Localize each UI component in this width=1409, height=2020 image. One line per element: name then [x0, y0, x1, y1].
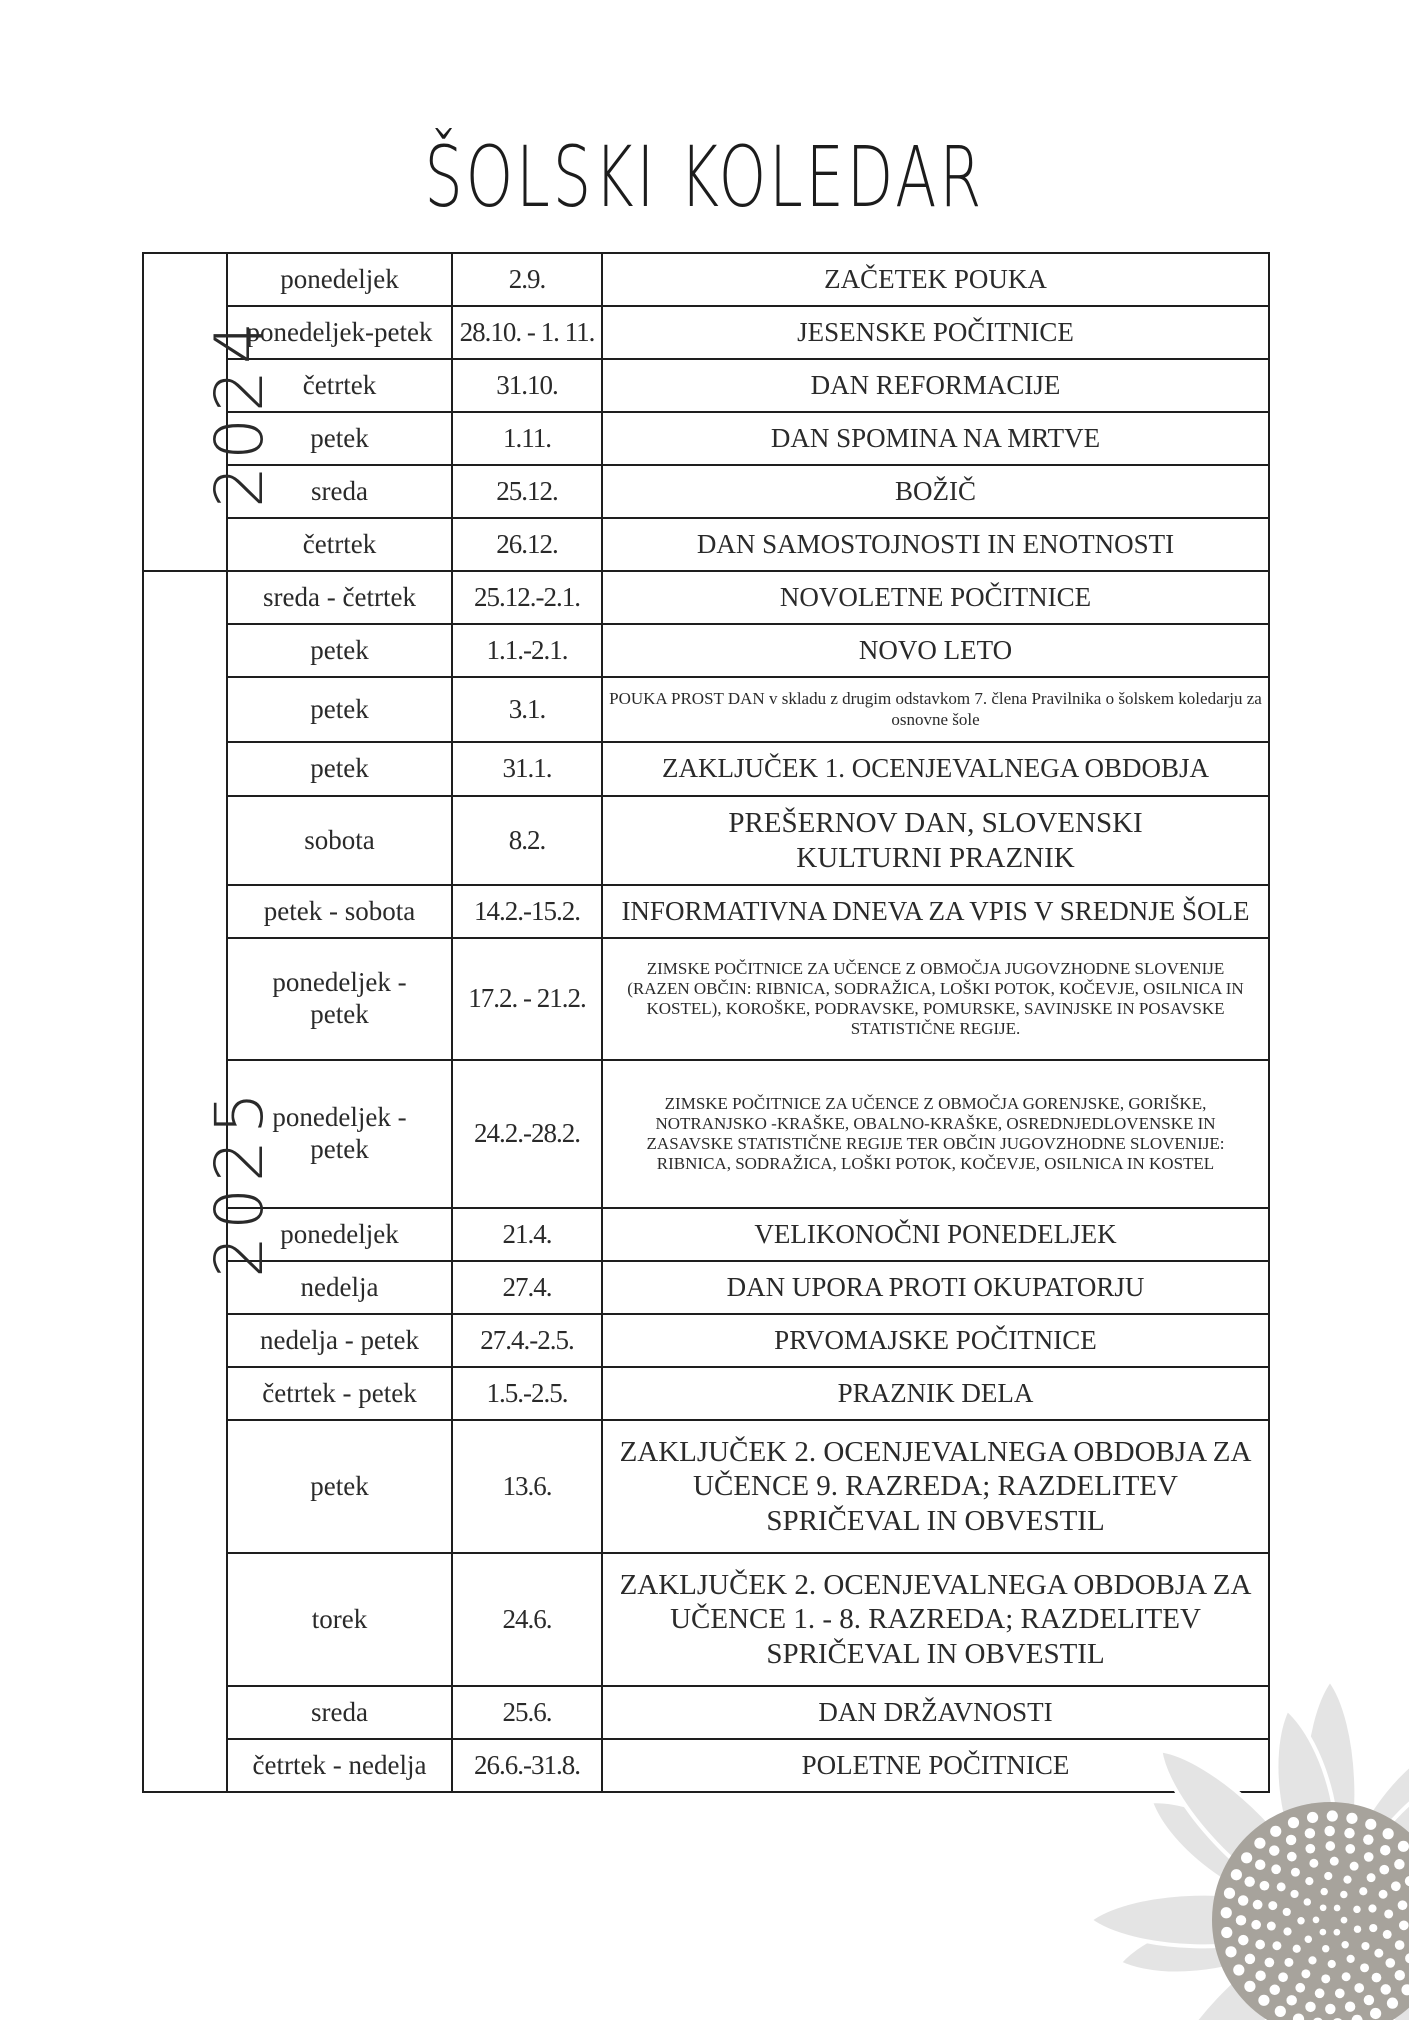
sunflower-seed	[1387, 1998, 1398, 2009]
event-cell: DAN SPOMINA NA MRTVE	[602, 412, 1269, 465]
day-cell: četrtek - nedelja	[227, 1739, 452, 1792]
date-cell: 3.1.	[452, 677, 602, 742]
day-cell: petek - sobota	[227, 885, 452, 938]
sunflower-seed	[1305, 1936, 1312, 1943]
day-cell: četrtek	[227, 359, 452, 412]
sunflower-seed	[1267, 1922, 1276, 1931]
event-cell: DAN DRŽAVNOSTI	[602, 1686, 1269, 1739]
sunflower-seed	[1320, 1888, 1327, 1895]
sunflower-seed	[1244, 1981, 1255, 1992]
sunflower-seed	[1231, 1869, 1242, 1880]
date-cell: 1.1.-2.1.	[452, 624, 602, 677]
sunflower-seed	[1345, 1844, 1355, 1854]
table-row	[143, 465, 1269, 518]
table-row	[143, 624, 1269, 677]
sunflower-seed	[1268, 1901, 1277, 1910]
table-row	[143, 306, 1269, 359]
sunflower-seed	[1265, 1958, 1275, 1968]
sunflower-seed	[1398, 1900, 1408, 1910]
sunflower-seed	[1379, 1865, 1389, 1875]
day-cell: sreda	[227, 465, 452, 518]
sunflower-seed	[1383, 1930, 1392, 1939]
sunflower-seed	[1283, 1927, 1291, 1935]
table-row	[143, 938, 1269, 1060]
event-cell: PRVOMAJSKE POČITNICE	[602, 1314, 1269, 1367]
sunflower-seed	[1360, 1963, 1369, 1972]
sunflower-seed	[1321, 1974, 1330, 1983]
day-cell: sreda - četrtek	[227, 571, 452, 624]
event-cell: JESENSKE POČITNICE	[602, 306, 1269, 359]
sunflower-seed	[1305, 2002, 1315, 2012]
sunflower-seed	[1353, 1906, 1360, 1913]
sunflower-seed	[1278, 1972, 1288, 1982]
sunflower-seed	[1330, 1857, 1339, 1866]
sunflower-seed	[1233, 1964, 1244, 1975]
day-cell: petek	[227, 677, 452, 742]
sunflower-seed	[1372, 1973, 1382, 1983]
sunflower-seed	[1320, 1904, 1327, 1911]
date-cell: 26.6.-31.8.	[452, 1739, 602, 1792]
event-cell: ZIMSKE POČITNICE ZA UČENCE Z OBMOČJA JUGOVZHODNE SLOVENIJE (RAZEN OBČIN: RIBNICA, SODRAŽICA, LOŠKI POTOK, KOČEVJE, OSILNICA IN KOSTEL), KOROŠKE, PODRAVSKE, POMURSKE, SAVINJSKE IN POSAVSKE STATISTIČNE REGIJE.	[602, 938, 1269, 1060]
sunflower-seed	[1359, 1887, 1367, 1895]
sunflower-seed	[1341, 1917, 1348, 1924]
sunflower-seed	[1313, 1916, 1320, 1923]
sunflower-seed	[1365, 1819, 1376, 1830]
sunflower-seed	[1255, 1940, 1265, 1950]
table-row	[143, 677, 1269, 742]
table-row	[143, 518, 1269, 571]
date-cell: 28.10. - 1. 11.	[452, 306, 602, 359]
sunflower-seed	[1286, 1995, 1296, 2005]
sunflower-seed	[1309, 1859, 1318, 1868]
sunflower-seed	[1301, 1969, 1310, 1978]
sunflower-seed	[1315, 1988, 1325, 1998]
sunflower-seed	[1245, 1954, 1255, 1964]
event-cell: ZAKLJUČEK 2. OCENJEVALNEGA OBDOBJA ZA UČENCE 1. - 8. RAZREDA; RAZDELITEV SPRIČEVAL IN OBVESTIL	[602, 1553, 1269, 1686]
sunflower-seed	[1221, 1927, 1232, 1938]
table-row	[143, 885, 1269, 938]
sunflower-seed	[1325, 1841, 1335, 1851]
year-label-2024: 2024	[201, 316, 279, 508]
table-row	[143, 571, 1269, 624]
date-cell: 27.4.	[452, 1261, 602, 1314]
date-cell: 26.12.	[452, 518, 602, 571]
day-cell: sreda	[227, 1686, 452, 1739]
sunflower-seed	[1368, 1904, 1376, 1912]
day-cell: ponedeljek - petek	[227, 938, 452, 1060]
sunflower-seed	[1284, 1958, 1293, 1967]
sunflower-seed	[1381, 1984, 1391, 1994]
date-cell: 8.2.	[452, 796, 602, 885]
sunflower-seed	[1342, 1972, 1351, 1981]
sunflower-seed	[1253, 1900, 1263, 1910]
sunflower-seed	[1224, 1888, 1235, 1899]
sunflower-seed	[1391, 1881, 1401, 1891]
table-row	[143, 412, 1269, 465]
sunflower-seed	[1254, 1838, 1265, 1849]
table-row	[143, 253, 1269, 306]
sunflower-seed	[1258, 1995, 1269, 2006]
sunflower-seed	[1363, 1834, 1373, 1844]
sunflower-seed	[1275, 2006, 1286, 2017]
sunflower-seed	[1308, 1956, 1316, 1964]
date-cell: 1.5.-2.5.	[452, 1367, 602, 1420]
sunflower-seed	[1346, 1813, 1357, 1824]
day-cell: sobota	[227, 796, 452, 885]
day-cell: nedelja	[227, 1261, 452, 1314]
sunflower-seed	[1367, 1873, 1376, 1882]
event-cell: NOVOLETNE POČITNICE	[602, 571, 1269, 624]
sunflower-seed	[1341, 1941, 1348, 1948]
sunflower-seed	[1290, 1890, 1298, 1898]
sunflower-seed	[1374, 1949, 1383, 1958]
table-row	[143, 1208, 1269, 1261]
date-cell: 17.2. - 21.2.	[452, 938, 602, 1060]
event-cell: BOŽIČ	[602, 465, 1269, 518]
table-row	[143, 359, 1269, 412]
sunflower-seed	[1238, 1935, 1248, 1945]
sunflower-seed	[1343, 1876, 1351, 1884]
sunflower-seed	[1244, 1876, 1254, 1886]
day-cell: ponedeljek - petek	[227, 1060, 452, 1208]
sunflower-seed	[1340, 1891, 1347, 1898]
event-cell: ZAČETEK POUKA	[602, 253, 1269, 306]
sunflower-seed	[1251, 1920, 1261, 1930]
sunflower-seed	[1384, 1909, 1393, 1918]
sunflower-seed	[1334, 1905, 1341, 1912]
event-cell: NOVO LETO	[602, 624, 1269, 677]
event-cell: DAN SAMOSTOJNOSTI IN ENOTNOSTI	[602, 518, 1269, 571]
sunflower-seed	[1293, 1945, 1301, 1953]
sunflower-seed	[1270, 1826, 1281, 1837]
day-cell: petek	[227, 742, 452, 796]
sunflower-seed	[1288, 1817, 1299, 1828]
sunflower-seed	[1272, 1941, 1281, 1950]
event-cell: ZAKLJUČEK 2. OCENJEVALNEGA OBDOBJA ZA UČENCE 9. RAZREDA; RAZDELITEV SPRIČEVAL IN OBVESTIL	[602, 1420, 1269, 1553]
event-cell: DAN REFORMACIJE	[602, 359, 1269, 412]
year-cell-2024	[143, 253, 279, 571]
sunflower-seed	[1305, 1844, 1315, 1854]
day-cell: petek	[227, 1420, 452, 1553]
event-cell: VELIKONOČNI PONEDELJEK	[602, 1208, 1269, 1261]
sunflower-seed	[1394, 1859, 1404, 1869]
date-cell: 25.6.	[452, 1686, 602, 1739]
table-row	[143, 742, 1269, 796]
day-cell: petek	[227, 412, 452, 465]
sunflower-seed	[1395, 1970, 1405, 1980]
sunflower-seed	[1327, 1810, 1338, 1821]
event-cell: POLETNE POČITNICE	[602, 1739, 1269, 1792]
sunflower-seed	[1322, 1945, 1329, 1952]
sunflower-seed	[1334, 1929, 1341, 1936]
day-cell: četrtek - petek	[227, 1367, 452, 1420]
sunflower-seed	[1350, 1862, 1359, 1871]
sunflower-seed	[1399, 1920, 1409, 1930]
sunflower-seed	[1328, 1960, 1336, 1968]
event-cell: ZIMSKE POČITNICE ZA UČENCE Z OBMOČJA GORENJSKE, GORIŠKE, NOTRANJSKO -KRAŠKE, OBALNO-KRAŠKE, OSREDNJEDLOVENSKE IN ZASAVSKE STATISTIČNE REGIJE TER OBČIN JUGOVZHODNE SLOVENIJE: RIBNICA, SODRAŽICA, LOŠKI POTOK, KOČEVJE, OSILNICA IN KOSTEL	[602, 1060, 1269, 1208]
event-cell: PREŠERNOV DAN, SLOVENSKI KULTURNI PRAZNIK	[602, 796, 1269, 885]
date-cell: 14.2.-15.2.	[452, 885, 602, 938]
day-cell: četrtek	[227, 518, 452, 571]
day-cell: ponedeljek-petek	[227, 306, 452, 359]
table-row	[143, 1314, 1269, 1367]
sunflower-seed	[1361, 1942, 1369, 1950]
sunflower-seed	[1241, 1852, 1252, 1863]
sunflower-seed	[1277, 1882, 1286, 1891]
day-cell: torek	[227, 1553, 452, 1686]
sunflower-seed	[1271, 1864, 1281, 1874]
day-cell: petek	[227, 624, 452, 677]
sunflower-seed	[1324, 1826, 1334, 1836]
event-cell: DAN UPORA PROTI OKUPATORJU	[602, 1261, 1269, 1314]
date-cell: 13.6.	[452, 1420, 602, 1553]
sunflower-seed	[1283, 1908, 1291, 1916]
date-cell: 24.6.	[452, 1553, 602, 1686]
sunflower-seed	[1291, 1868, 1300, 1877]
event-cell: PRAZNIK DELA	[602, 1367, 1269, 1420]
sunflower-seed	[1304, 1898, 1311, 1905]
day-cell: nedelja - petek	[227, 1314, 452, 1367]
sunflower-seed	[1354, 1925, 1361, 1932]
sunflower-seed	[1335, 1989, 1345, 1999]
sunflower-seed	[1364, 1995, 1374, 2005]
sunflower-seed	[1354, 1983, 1364, 1993]
sunflower-seed	[1260, 1881, 1270, 1891]
sunflower-seed	[1305, 1877, 1313, 1885]
date-cell: 25.12.	[452, 465, 602, 518]
sunflower-seed	[1347, 1955, 1355, 1963]
event-cell: ZAKLJUČEK 1. OCENJEVALNEGA OBDOBJA	[602, 742, 1269, 796]
sunflower-seed	[1225, 1946, 1236, 1957]
sunflower-seed	[1287, 1852, 1297, 1862]
sunflower-seed	[1364, 1852, 1374, 1862]
sunflower-seed	[1286, 1835, 1296, 1845]
sunflower-seed	[1236, 1915, 1246, 1925]
sunflower-seed	[1255, 1971, 1265, 1981]
sunflower-seed	[1380, 1845, 1390, 1855]
date-cell: 24.2.-28.2.	[452, 1060, 602, 1208]
sunflower-seed	[1344, 1828, 1354, 1838]
day-cell: ponedeljek	[227, 253, 452, 306]
sunflower-seed	[1325, 2004, 1335, 2014]
sunflower-seed	[1385, 1958, 1395, 1968]
sunflower-seed	[1297, 1917, 1304, 1924]
date-cell: 31.1.	[452, 742, 602, 796]
event-cell: POUKA PROST DAN v skladu z drugim odstavkom 7. člena Pravilnika o šolskem koledarju za osnovne šole	[602, 677, 1269, 742]
table-row	[143, 1261, 1269, 1314]
event-cell: INFORMATIVNA DNEVA ZA VPIS V SREDNJE ŠOLE	[602, 885, 1269, 938]
date-cell: 25.12.-2.1.	[452, 571, 602, 624]
table-row	[143, 796, 1269, 885]
sunflower-seed	[1305, 1828, 1315, 1838]
table-row	[143, 1060, 1269, 1208]
sunflower-seed	[1370, 2008, 1381, 2019]
date-cell: 1.11.	[452, 412, 602, 465]
sunflower-seed	[1369, 1924, 1377, 1932]
page-title: ŠOLSKI KOLEDAR	[424, 128, 985, 226]
sunflower-seed	[1270, 1985, 1280, 1995]
table-row	[143, 1367, 1269, 1420]
day-cell: ponedeljek	[227, 1208, 452, 1261]
year-cell-2025	[143, 571, 279, 1792]
date-cell: 21.4.	[452, 1208, 602, 1261]
sunflower-seed	[1345, 2001, 1355, 2011]
table-row	[143, 1420, 1269, 1553]
sunflower-seed	[1398, 1841, 1409, 1852]
sunflower-seed	[1379, 1890, 1388, 1899]
date-cell: 2.9.	[452, 253, 602, 306]
sunflower-seed	[1295, 1983, 1305, 1993]
sunflower-seed	[1383, 1828, 1394, 1839]
sunflower-seed	[1221, 1907, 1232, 1918]
sunflower-seed	[1269, 1845, 1279, 1855]
sunflower-icon	[1000, 1560, 1409, 2020]
sunflower-seed	[1307, 1812, 1318, 1823]
sunflower-seed	[1238, 1895, 1248, 1905]
sunflower-seed	[1255, 1860, 1265, 1870]
year-label-2025: 2025	[201, 1085, 279, 1278]
sunflower-seed	[1324, 1872, 1332, 1880]
sunflower-seed	[1320, 1929, 1327, 1936]
date-cell: 27.4.-2.5.	[452, 1314, 602, 1367]
sunflower-seed	[1395, 1940, 1405, 1950]
date-cell: 31.10.	[452, 359, 602, 412]
